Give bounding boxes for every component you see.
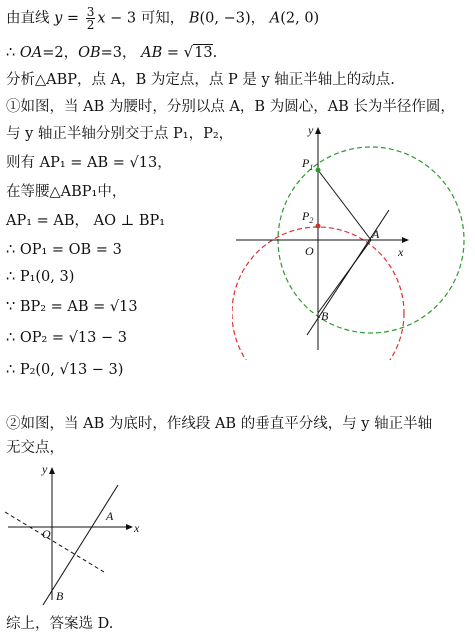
frac-num: 3 (86, 5, 95, 19)
radical: √ (183, 43, 194, 61)
text: (0, −3)， (199, 10, 266, 27)
point-P2 (316, 224, 321, 229)
text: 由直线 (6, 10, 50, 27)
figure-2 (0, 460, 150, 610)
text: . (212, 45, 218, 61)
label-P2: $P_2$ (302, 209, 314, 225)
text: − 3 可知， (105, 10, 185, 27)
line-5: 与 y 轴正半轴分别交于点 P₁，P₂， (6, 126, 234, 142)
line-9: ∴ OP₁ = OB = 3 (6, 242, 122, 258)
text: =2， (42, 45, 79, 61)
seg-OB: OB (78, 45, 101, 61)
radicand: 13 (194, 45, 213, 61)
label-y: y (308, 123, 314, 137)
seg-AB: AB (141, 45, 163, 61)
line-8: AP₁ = AB， AO ⊥ BP₁ (6, 213, 166, 229)
segment-P1A (318, 170, 371, 240)
point-A: A (269, 10, 281, 27)
label-B: B (56, 589, 64, 603)
text: ∴ (6, 45, 20, 61)
label-O: O (305, 244, 314, 258)
line-7: 在等腰△ABP₁中， (6, 184, 127, 200)
text: =3， (100, 45, 142, 61)
fraction (86, 6, 96, 31)
label-A: A (372, 227, 380, 241)
text: = (162, 45, 184, 61)
line-13: ∴ P₂(0, √13 − 3) (6, 362, 124, 378)
line-4: ①如图，当 AB 为腰时，分别以点 A，B 为圆心，AB 长为半径作圆， (6, 99, 455, 115)
line-12: ∴ OP₂ = √13 − 3 (6, 330, 127, 346)
line-2 (6, 42, 217, 63)
line-AB (43, 485, 118, 605)
line-6: 则有 AP₁ = AB = √13， (6, 155, 172, 171)
label-A: A (106, 509, 114, 523)
label-P1: $P_1$ (302, 156, 314, 172)
seg-OA: OA (19, 45, 43, 61)
point-P1 (316, 168, 321, 173)
line-11: ∵ BP₂ = AB = √13 (6, 299, 138, 315)
var-y: y (54, 10, 63, 27)
label-x: x (134, 521, 140, 535)
line-15: 无交点， (6, 440, 64, 456)
text: (2, 0) (280, 10, 320, 27)
figure-1 (232, 120, 475, 360)
segment-AB (318, 240, 371, 313)
line-10: ∴ P₁(0, 3) (6, 269, 75, 285)
var-x: x (97, 10, 106, 27)
point-B: B (188, 10, 200, 27)
line-1 (6, 6, 319, 31)
perpendicular-bisector (5, 512, 104, 572)
frac-den: 2 (86, 18, 95, 32)
line-16: 综上，答案选 D. (6, 616, 114, 632)
label-O: O (42, 527, 51, 541)
label-B: B (321, 309, 329, 323)
line-3: 分析△ABP，点 A，B 为定点，点 P 是 y 轴正半轴上的动点. (6, 72, 395, 88)
label-y: y (42, 462, 48, 476)
text: = (62, 10, 84, 27)
label-x: x (398, 245, 404, 259)
line-14: ②如图，当 AB 为底时，作线段 AB 的垂直平分线，与 y 轴正半轴 (6, 416, 433, 432)
